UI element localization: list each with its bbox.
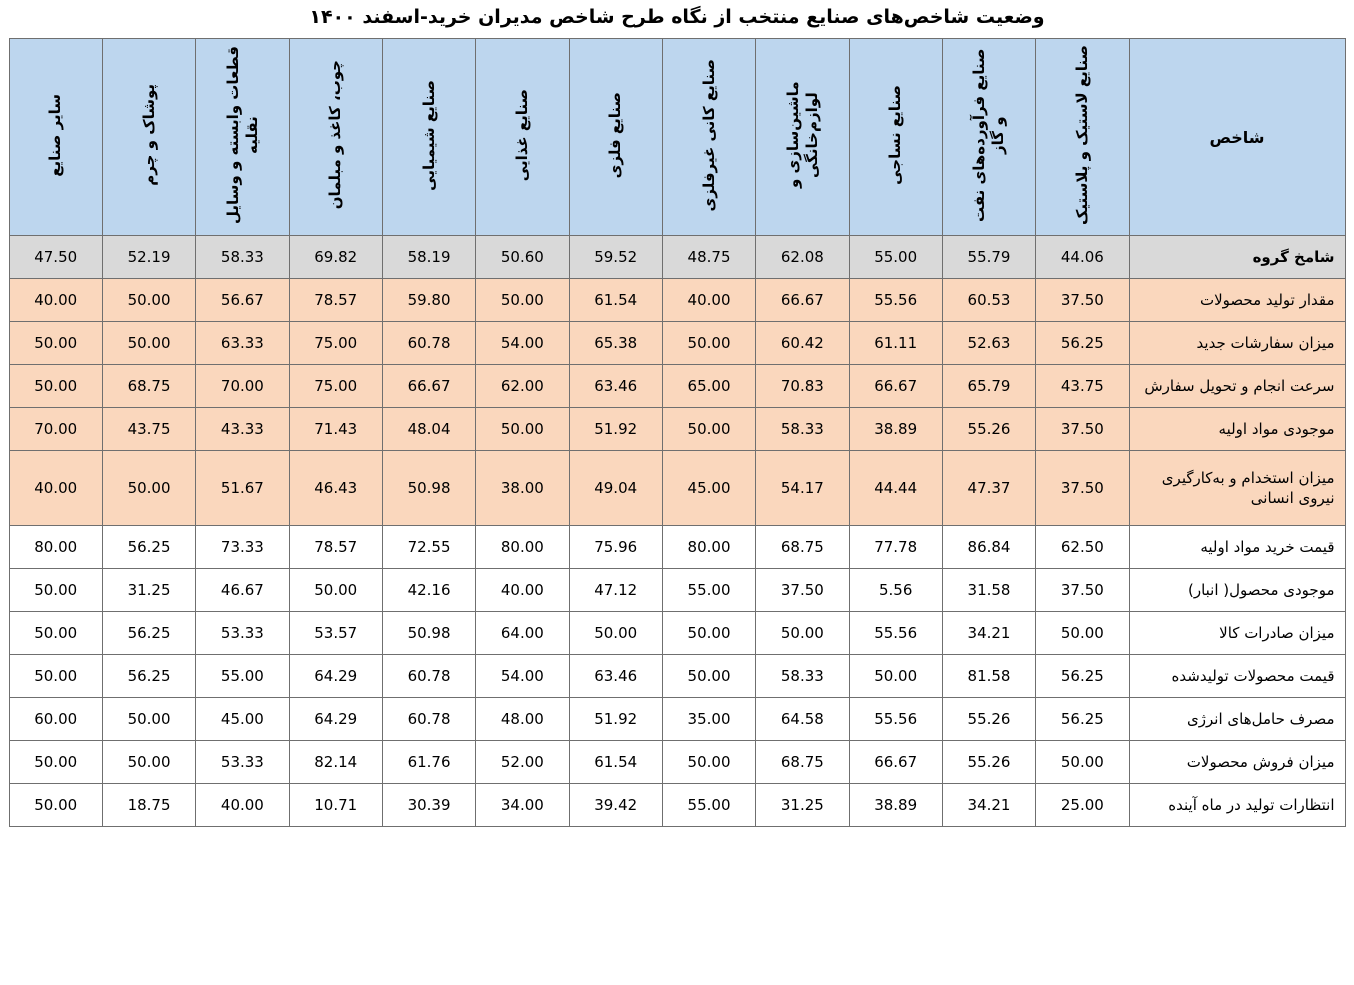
column-header-label: صنایع نساجی: [886, 85, 905, 185]
table-cell: 58.19: [382, 236, 475, 279]
column-header: [289, 39, 382, 236]
table-cell: 46.67: [196, 569, 289, 612]
table-cell: 50.00: [289, 569, 382, 612]
table-cell: 38.00: [476, 451, 569, 526]
table-cell: 61.54: [569, 741, 662, 784]
header-row: [9, 39, 1345, 236]
table-cell: 66.67: [756, 279, 849, 322]
table-cell: 50.00: [662, 655, 755, 698]
table-cell: 63.46: [569, 365, 662, 408]
table-cell: 56.25: [1036, 322, 1129, 365]
table-cell: 25.00: [1036, 784, 1129, 827]
table-cell: 50.60: [476, 236, 569, 279]
table-cell: 58.33: [196, 236, 289, 279]
table-cell: 66.67: [382, 365, 475, 408]
table-cell: 77.78: [849, 526, 942, 569]
table-row: [9, 526, 1345, 569]
table-cell: 55.00: [662, 569, 755, 612]
row-label: موجودی مواد اولیه: [1129, 408, 1345, 451]
table-cell: 65.00: [662, 365, 755, 408]
table-cell: 50.00: [756, 612, 849, 655]
table-body: [9, 236, 1345, 827]
table-cell: 48.00: [476, 698, 569, 741]
column-header: [942, 39, 1035, 236]
table-cell: 53.33: [196, 612, 289, 655]
table-cell: 68.75: [102, 365, 195, 408]
table-cell: 58.33: [756, 655, 849, 698]
table-row: [9, 569, 1345, 612]
row-label: میزان صادرات کالا: [1129, 612, 1345, 655]
row-label: قیمت خرید مواد اولیه: [1129, 526, 1345, 569]
table-cell: 52.19: [102, 236, 195, 279]
column-header: [196, 39, 289, 236]
table-cell: 70.00: [9, 408, 102, 451]
table-cell: 59.80: [382, 279, 475, 322]
column-header: [756, 39, 849, 236]
table-cell: 70.00: [196, 365, 289, 408]
table-cell: 55.00: [662, 784, 755, 827]
table-cell: 51.92: [569, 698, 662, 741]
table-cell: 40.00: [196, 784, 289, 827]
table-cell: 66.67: [849, 741, 942, 784]
column-header-label: صنایع لاستیک و پلاستیک: [1072, 44, 1091, 226]
table-cell: 70.83: [756, 365, 849, 408]
row-label: میزان فروش محصولات: [1129, 741, 1345, 784]
row-label: میزان استخدام و به‌کارگیری نیروی انسانی: [1129, 451, 1345, 526]
table-cell: 60.00: [9, 698, 102, 741]
column-header-label: پوشاک و چرم: [139, 84, 158, 186]
table-cell: 30.39: [382, 784, 475, 827]
table-cell: 50.00: [662, 612, 755, 655]
table-cell: 55.26: [942, 698, 1035, 741]
table-cell: 64.29: [289, 698, 382, 741]
table-cell: 34.21: [942, 784, 1035, 827]
table-cell: 51.92: [569, 408, 662, 451]
table-cell: 55.26: [942, 408, 1035, 451]
row-label: شامخ گروه: [1129, 236, 1345, 279]
table-cell: 50.00: [476, 279, 569, 322]
table-cell: 50.00: [9, 741, 102, 784]
table-cell: 10.71: [289, 784, 382, 827]
table-cell: 45.00: [196, 698, 289, 741]
table-cell: 47.37: [942, 451, 1035, 526]
table-cell: 49.04: [569, 451, 662, 526]
table-cell: 50.00: [9, 569, 102, 612]
table-cell: 40.00: [9, 451, 102, 526]
table-cell: 56.25: [102, 612, 195, 655]
table-cell: 61.11: [849, 322, 942, 365]
table-cell: 54.00: [476, 655, 569, 698]
table-cell: 50.00: [102, 279, 195, 322]
table-cell: 50.00: [662, 408, 755, 451]
table-cell: 86.84: [942, 526, 1035, 569]
table-cell: 31.58: [942, 569, 1035, 612]
column-header-label: صنایع کانی غیرفلزی: [699, 58, 718, 212]
column-header-label: ماشین‌سازی و لوازم‌خانگی: [783, 81, 821, 189]
table-cell: 60.78: [382, 698, 475, 741]
table-cell: 50.00: [9, 612, 102, 655]
table-cell: 50.98: [382, 612, 475, 655]
table-cell: 75.96: [569, 526, 662, 569]
row-label: مصرف حامل‌های انرژی: [1129, 698, 1345, 741]
table-cell: 38.89: [849, 784, 942, 827]
table-cell: 54.17: [756, 451, 849, 526]
table-cell: 50.00: [849, 655, 942, 698]
table-cell: 31.25: [756, 784, 849, 827]
table-cell: 37.50: [1036, 451, 1129, 526]
table-cell: 80.00: [476, 526, 569, 569]
column-header: [476, 39, 569, 236]
table-row: [9, 279, 1345, 322]
table-cell: 59.52: [569, 236, 662, 279]
table-cell: 60.42: [756, 322, 849, 365]
table-cell: 50.00: [662, 741, 755, 784]
table-cell: 55.00: [196, 655, 289, 698]
table-cell: 68.75: [756, 741, 849, 784]
column-header-label: قطعات وابسته و وسایل نقلیه: [223, 46, 261, 224]
table-cell: 82.14: [289, 741, 382, 784]
table-cell: 56.25: [1036, 698, 1129, 741]
table-row: [9, 236, 1345, 279]
table-cell: 40.00: [9, 279, 102, 322]
table-cell: 64.00: [476, 612, 569, 655]
table-cell: 63.46: [569, 655, 662, 698]
table-cell: 55.79: [942, 236, 1035, 279]
table-cell: 75.00: [289, 322, 382, 365]
table-cell: 71.43: [289, 408, 382, 451]
column-header-index: شاخص: [1129, 39, 1345, 236]
column-header-label: چوب، کاغذ و مبلمان: [326, 60, 345, 210]
table-cell: 56.25: [1036, 655, 1129, 698]
industry-index-table: [9, 38, 1346, 827]
table-cell: 43.75: [102, 408, 195, 451]
table-cell: 66.67: [849, 365, 942, 408]
table-cell: 62.08: [756, 236, 849, 279]
row-label: مقدار تولید محصولات: [1129, 279, 1345, 322]
table-cell: 50.00: [102, 451, 195, 526]
table-cell: 53.57: [289, 612, 382, 655]
table-cell: 55.56: [849, 279, 942, 322]
row-label: انتظارات تولید در ماه آینده: [1129, 784, 1345, 827]
table-cell: 55.56: [849, 612, 942, 655]
table-cell: 35.00: [662, 698, 755, 741]
table-cell: 45.00: [662, 451, 755, 526]
table-cell: 5.56: [849, 569, 942, 612]
table-row: [9, 784, 1345, 827]
table-cell: 60.78: [382, 655, 475, 698]
table-cell: 50.00: [9, 365, 102, 408]
table-cell: 56.25: [102, 526, 195, 569]
table-cell: 55.00: [849, 236, 942, 279]
table-cell: 50.00: [476, 408, 569, 451]
row-label: میزان سفارشات جدید: [1129, 322, 1345, 365]
table-row: [9, 698, 1345, 741]
column-header-label: صنایع غذایی: [512, 88, 531, 182]
table-cell: 50.00: [9, 655, 102, 698]
column-header-label: صنایع شیمیایی: [419, 79, 438, 191]
table-cell: 34.21: [942, 612, 1035, 655]
table-cell: 50.00: [1036, 612, 1129, 655]
table-cell: 50.98: [382, 451, 475, 526]
table-cell: 38.89: [849, 408, 942, 451]
table-cell: 73.33: [196, 526, 289, 569]
table-header: [9, 39, 1345, 236]
column-header: [102, 39, 195, 236]
table-cell: 43.33: [196, 408, 289, 451]
column-header: [382, 39, 475, 236]
table-cell: 50.00: [1036, 741, 1129, 784]
column-header: [569, 39, 662, 236]
table-cell: 61.54: [569, 279, 662, 322]
table-row: [9, 655, 1345, 698]
table-cell: 50.00: [102, 698, 195, 741]
column-header: [9, 39, 102, 236]
table-cell: 51.67: [196, 451, 289, 526]
table-cell: 39.42: [569, 784, 662, 827]
table-cell: 44.06: [1036, 236, 1129, 279]
column-header: [849, 39, 942, 236]
table-cell: 52.00: [476, 741, 569, 784]
row-label: موجودی محصول( انبار): [1129, 569, 1345, 612]
table-cell: 78.57: [289, 279, 382, 322]
table-cell: 65.38: [569, 322, 662, 365]
table-cell: 37.50: [1036, 569, 1129, 612]
table-cell: 80.00: [662, 526, 755, 569]
table-cell: 48.04: [382, 408, 475, 451]
table-row: [9, 365, 1345, 408]
table-cell: 50.00: [662, 322, 755, 365]
table-cell: 63.33: [196, 322, 289, 365]
table-cell: 18.75: [102, 784, 195, 827]
table-cell: 37.50: [756, 569, 849, 612]
table-cell: 31.25: [102, 569, 195, 612]
column-header-label: صنایع فرآورده‌های نفت و گاز: [970, 48, 1007, 222]
table-cell: 68.75: [756, 526, 849, 569]
column-header-label: سایر صنایع: [46, 93, 65, 177]
table-cell: 65.79: [942, 365, 1035, 408]
table-cell: 50.00: [569, 612, 662, 655]
table-row: [9, 322, 1345, 365]
table-cell: 61.76: [382, 741, 475, 784]
table-cell: 80.00: [9, 526, 102, 569]
column-header-label: صنایع فلزی: [606, 91, 625, 179]
table-cell: 81.58: [942, 655, 1035, 698]
table-cell: 60.53: [942, 279, 1035, 322]
table-cell: 47.50: [9, 236, 102, 279]
table-cell: 62.50: [1036, 526, 1129, 569]
table-cell: 40.00: [662, 279, 755, 322]
table-row: [9, 451, 1345, 526]
table-cell: 46.43: [289, 451, 382, 526]
table-cell: 48.75: [662, 236, 755, 279]
table-cell: 44.44: [849, 451, 942, 526]
table-cell: 72.55: [382, 526, 475, 569]
page-title: وضعیت شاخص‌های صنایع منتخب از نگاه طرح شاخص مدیران خرید-اسفند ۱۴۰۰: [309, 6, 1045, 28]
table-cell: 69.82: [289, 236, 382, 279]
column-header: [1036, 39, 1129, 236]
table-cell: 43.75: [1036, 365, 1129, 408]
table-cell: 50.00: [9, 322, 102, 365]
table-cell: 40.00: [476, 569, 569, 612]
table-cell: 47.12: [569, 569, 662, 612]
table-cell: 34.00: [476, 784, 569, 827]
table-cell: 42.16: [382, 569, 475, 612]
column-header: [662, 39, 755, 236]
table-cell: 60.78: [382, 322, 475, 365]
table-cell: 50.00: [102, 741, 195, 784]
table-cell: 75.00: [289, 365, 382, 408]
table-cell: 56.25: [102, 655, 195, 698]
table-cell: 56.67: [196, 279, 289, 322]
table-cell: 37.50: [1036, 279, 1129, 322]
row-label: سرعت انجام و تحویل سفارش: [1129, 365, 1345, 408]
table-row: [9, 408, 1345, 451]
row-label: قیمت محصولات تولیدشده: [1129, 655, 1345, 698]
table-cell: 64.58: [756, 698, 849, 741]
table-cell: 52.63: [942, 322, 1035, 365]
table-cell: 58.33: [756, 408, 849, 451]
table-cell: 55.26: [942, 741, 1035, 784]
table-cell: 62.00: [476, 365, 569, 408]
table-cell: 37.50: [1036, 408, 1129, 451]
table-row: [9, 741, 1345, 784]
table-cell: 53.33: [196, 741, 289, 784]
table-cell: 78.57: [289, 526, 382, 569]
table-cell: 54.00: [476, 322, 569, 365]
table-cell: 50.00: [9, 784, 102, 827]
table-row: [9, 612, 1345, 655]
table-cell: 55.56: [849, 698, 942, 741]
table-cell: 50.00: [102, 322, 195, 365]
table-cell: 64.29: [289, 655, 382, 698]
